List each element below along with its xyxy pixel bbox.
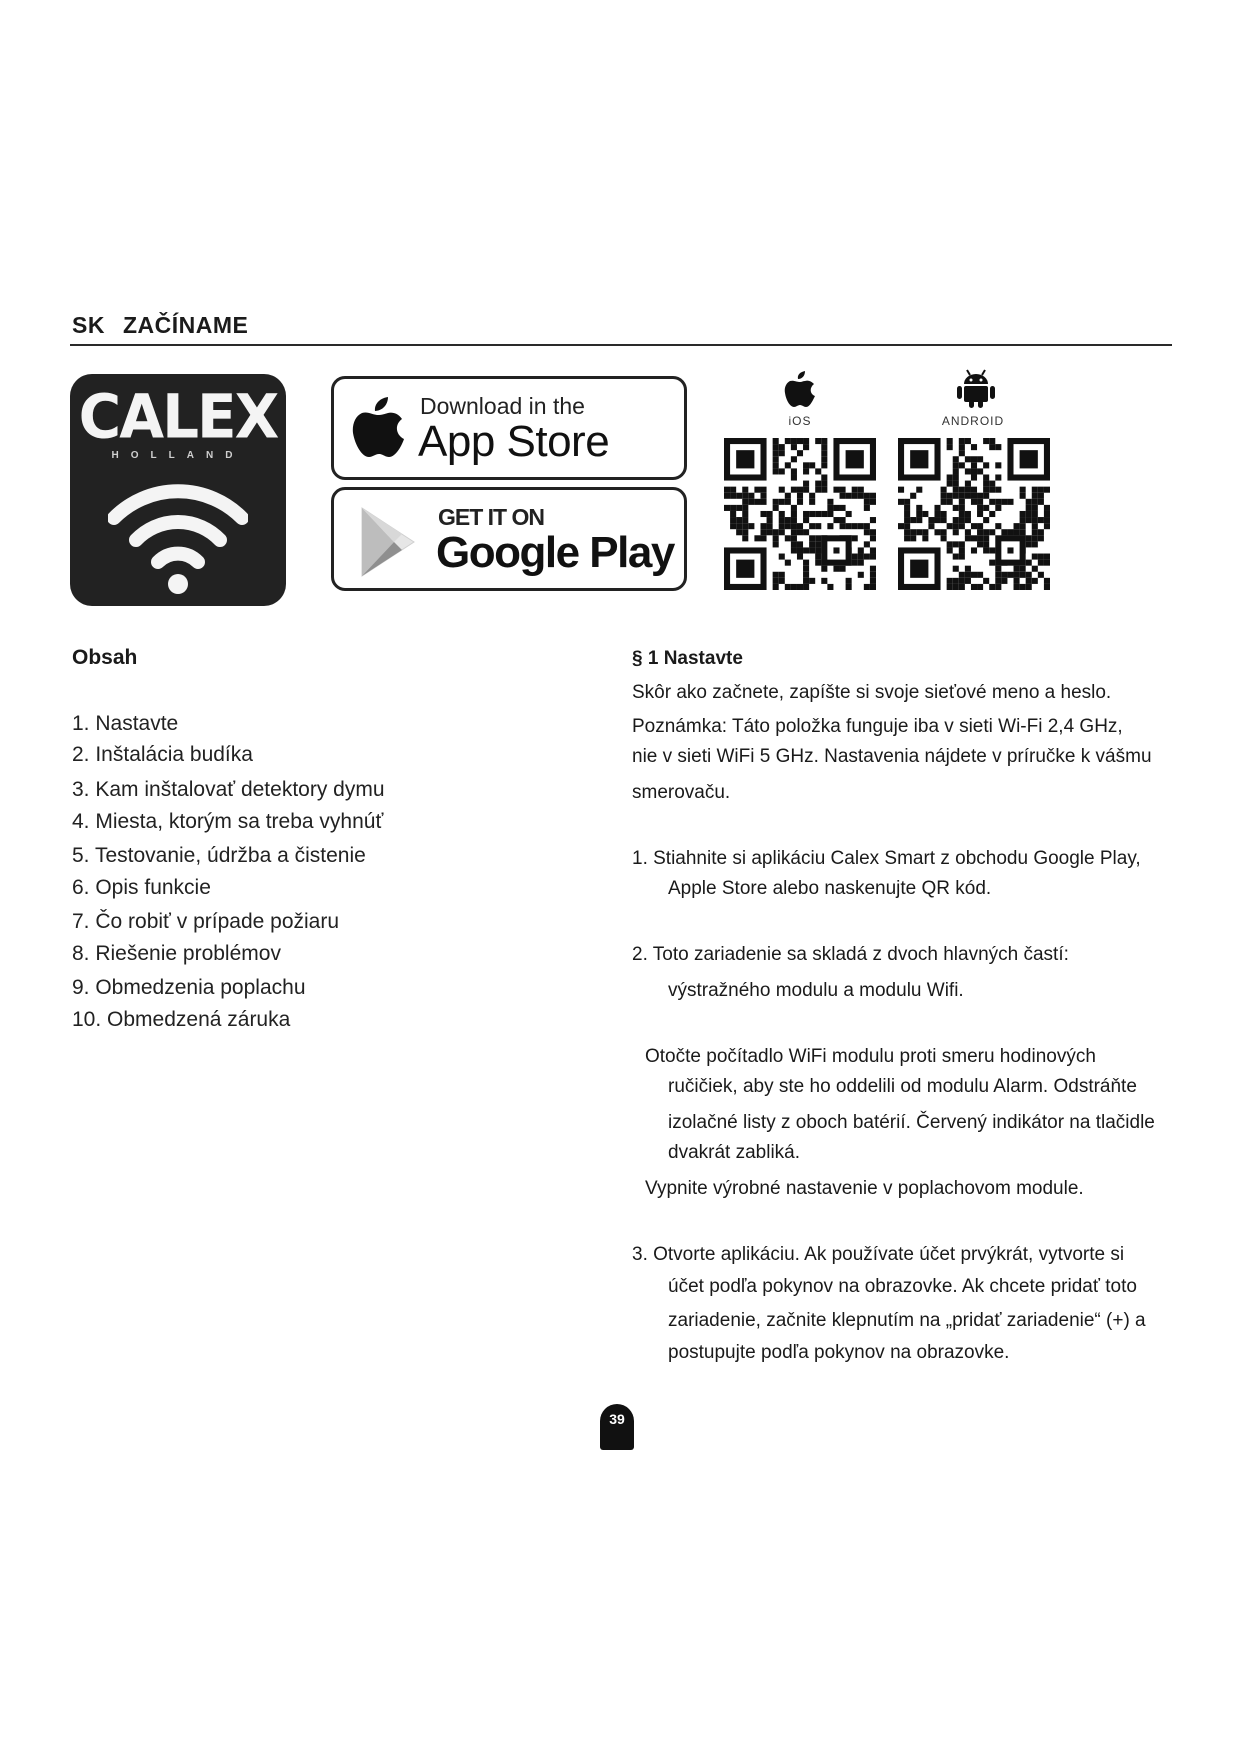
- android-qr-code[interactable]: [898, 438, 1050, 590]
- body-line: smerovaču.: [632, 782, 731, 803]
- body-line: 3. Otvorte aplikáciu. Ak používate účet prvýkrát, vytvorte si: [632, 1244, 1125, 1265]
- toc-item: 2. Inštalácia budíka: [72, 743, 253, 766]
- google-play-icon: [356, 504, 420, 580]
- google-play-title: Google Play: [436, 528, 674, 577]
- apple-icon: [784, 370, 816, 408]
- logo-brand-text: CALEX: [78, 381, 278, 524]
- heading-title: ZAČÍNAME: [122, 312, 249, 338]
- contents-title: Obsah: [72, 646, 138, 669]
- toc-item: 9. Obmedzenia poplachu: [72, 976, 306, 999]
- page-number: 39: [600, 1404, 634, 1450]
- page-heading: [72, 312, 248, 339]
- ios-qr-code[interactable]: [724, 438, 876, 590]
- body-line: výstražného modulu a modulu Wifi.: [668, 980, 964, 1001]
- body-line: Otočte počítadlo WiFi modulu proti smeru hodinových: [645, 1046, 1096, 1067]
- ios-label: iOS: [788, 414, 812, 428]
- body-line: postupujte podľa pokynov na obrazovke.: [668, 1342, 1010, 1363]
- android-label: ANDROID: [941, 414, 1005, 428]
- body-line: izolačné listy z oboch batérií. Červený indikátor na tlačidle: [668, 1112, 1155, 1133]
- app-store-title: App Store: [418, 417, 610, 466]
- body-line: Poznámka: Táto položka funguje iba v sieti Wi-Fi 2,4 GHz,: [632, 716, 1123, 737]
- toc-item: 10. Obmedzená záruka: [72, 1008, 291, 1031]
- body-line: 1. Stiahnite si aplikáciu Calex Smart z obchodu Google Play,: [632, 848, 1141, 869]
- body-line: nie v sieti WiFi 5 GHz. Nastavenia nájdete v príručke k vášmu: [632, 746, 1152, 767]
- apple-icon: [352, 395, 406, 459]
- toc-item: 7. Čo robiť v prípade požiaru: [72, 910, 340, 933]
- google-play-badge[interactable]: [331, 487, 687, 591]
- body-line: účet podľa pokynov na obrazovke. Ak chcete pridať toto: [668, 1276, 1137, 1297]
- toc-item: 3. Kam inštalovať detektory dymu: [72, 778, 385, 801]
- body-line: 2. Toto zariadenie sa skladá z dvoch hlavných častí:: [632, 944, 1069, 965]
- logo-sub-text: HOLLAND: [111, 450, 245, 461]
- body-line: Skôr ako začnete, zapíšte si svoje sieťové meno a heslo.: [632, 682, 1112, 703]
- language-code: SK: [72, 312, 105, 338]
- body-line: ručičiek, aby ste ho oddelili od modulu Alarm. Odstráňte: [668, 1076, 1137, 1097]
- heading-divider: [70, 344, 1172, 346]
- body-line: Apple Store alebo naskenujte QR kód.: [668, 878, 992, 899]
- toc-item: 5. Testovanie, údržba a čistenie: [72, 844, 366, 867]
- body-line: Vypnite výrobné nastavenie v poplachovom module.: [645, 1178, 1084, 1199]
- app-store-badge[interactable]: [331, 376, 687, 480]
- android-icon: [956, 368, 996, 408]
- body-line: dvakrát zabliká.: [668, 1142, 801, 1163]
- wifi-icon: [108, 474, 248, 594]
- google-play-caption: GET IT ON: [438, 504, 544, 530]
- section-title: § 1 Nastavte: [632, 648, 743, 669]
- toc-item: 1. Nastavte: [72, 712, 179, 735]
- calex-app-logo: [70, 374, 286, 606]
- toc-item: 8. Riešenie problémov: [72, 942, 281, 965]
- app-store-caption: Download in the: [420, 393, 585, 419]
- toc-item: 4. Miesta, ktorým sa treba vyhnúť: [72, 810, 384, 833]
- toc-item: 6. Opis funkcie: [72, 876, 211, 899]
- body-line: zariadenie, začnite klepnutím na „pridať zariadenie“ (+) a: [668, 1310, 1146, 1331]
